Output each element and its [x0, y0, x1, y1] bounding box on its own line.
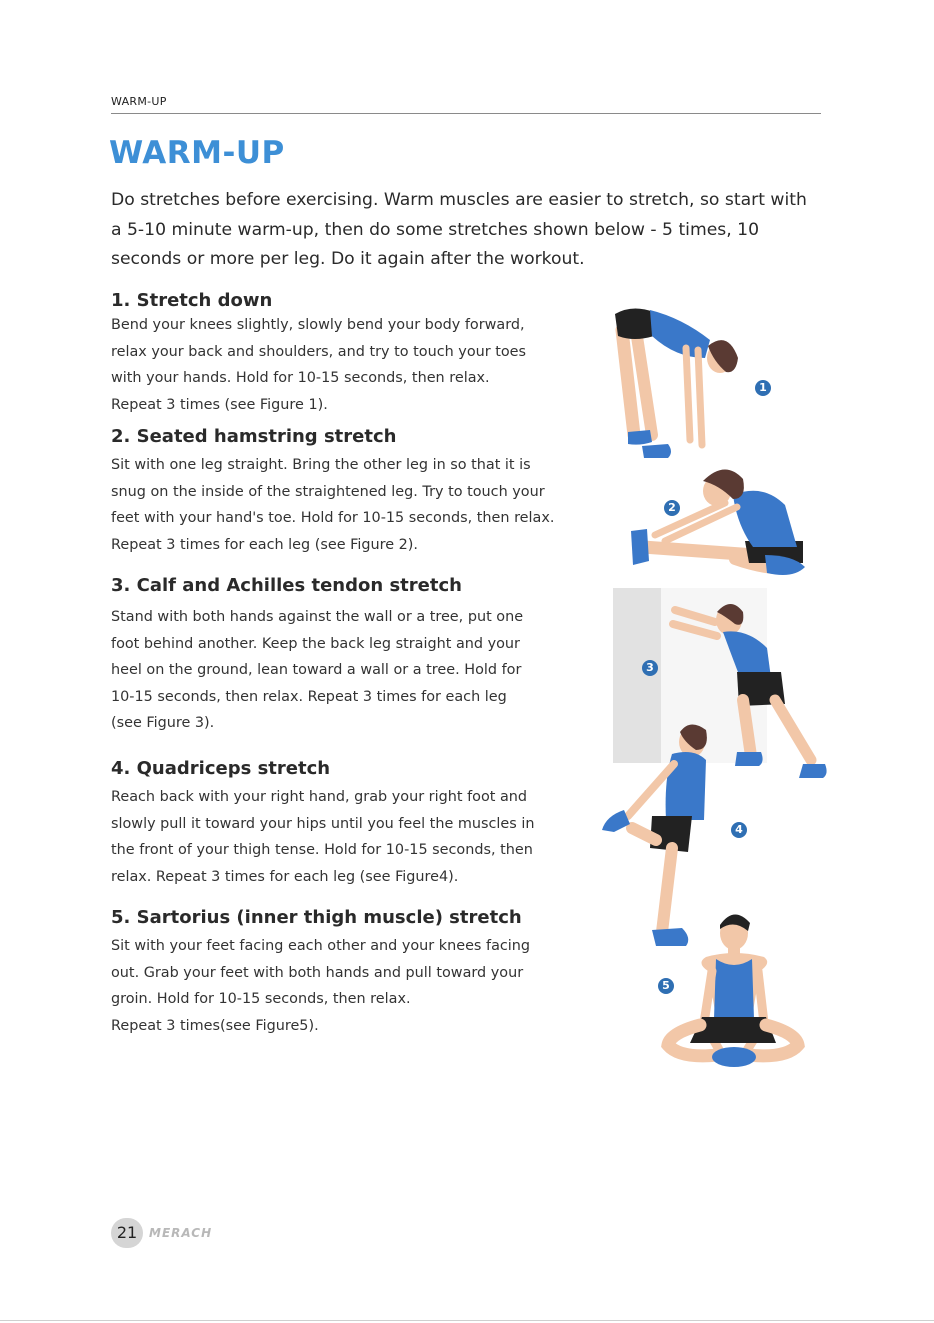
figure-4-badge: 4 [731, 822, 747, 838]
running-header: WARM-UP [111, 95, 167, 108]
step-1-heading: 1. Stretch down [111, 290, 273, 311]
step-3-body: Stand with both hands against the wall or a tree, put one foot behind another. Keep the back leg straight and your heel on the ground, lean toward a wall or a tree. Hold for 10-15 seconds, then relax. Repeat 3 times for each leg (see Figure 3). [111, 609, 524, 731]
page-number: 21 [111, 1218, 143, 1248]
step-5-heading: 5. Sartorius (inner thigh muscle) stretch [111, 907, 522, 928]
figure-5-badge: 5 [658, 978, 674, 994]
figure-1-stretch-down-illustration [610, 300, 760, 465]
step-3-heading: 3. Calf and Achilles tendon stretch [111, 575, 462, 596]
figure-5-sartorius-illustration [660, 905, 805, 1070]
brand-logo: MERACH [149, 1226, 213, 1240]
step-5-body: Sit with your feet facing each other and your knees facing out. Grab your feet with both hands and pull toward your groin. Hold for 10-15 seconds, then relax. Repeat 3 times(see Figure5). [111, 938, 531, 1034]
figure-1-badge: 1 [755, 380, 771, 396]
step-4-body: Reach back with your right hand, grab your right foot and slowly pull it toward your hips until you feel the muscles in the front of your thigh tense. Hold for 10-15 seconds, then relax. Repeat 3 times for each leg (see Figure4). [111, 789, 535, 885]
step-1-body: Bend your knees slightly, slowly bend your body forward, relax your back and shoulders, and try to touch your toes with your hands. Hold for 10-15 seconds, then relax. Repeat 3 times (see Figure 1). [111, 317, 527, 413]
page-footer [111, 1218, 212, 1248]
intro-paragraph: Do stretches before exercising. Warm muscles are easier to stretch, so start with a 5-10 minute warm-up, then do some stretches shown below - 5 times, 10 seconds or more per leg. Do it again after the workout. [111, 190, 807, 269]
figure-3-badge: 3 [642, 660, 658, 676]
figure-2-badge: 2 [664, 500, 680, 516]
page-edge-divider [0, 1320, 934, 1321]
header-divider [111, 113, 821, 114]
step-2-heading: 2. Seated hamstring stretch [111, 426, 397, 447]
page-title: WARM-UP [109, 135, 285, 171]
figure-2-seated-hamstring-illustration [625, 455, 835, 585]
step-4-heading: 4. Quadriceps stretch [111, 758, 331, 779]
step-2-body: Sit with one leg straight. Bring the other leg in so that it is snug on the inside of the straightened leg. Try to touch your feet with your hand's toe. Hold for 10-15 seconds, then relax. Repeat 3 times for each leg (see Figure 2). [111, 457, 555, 553]
